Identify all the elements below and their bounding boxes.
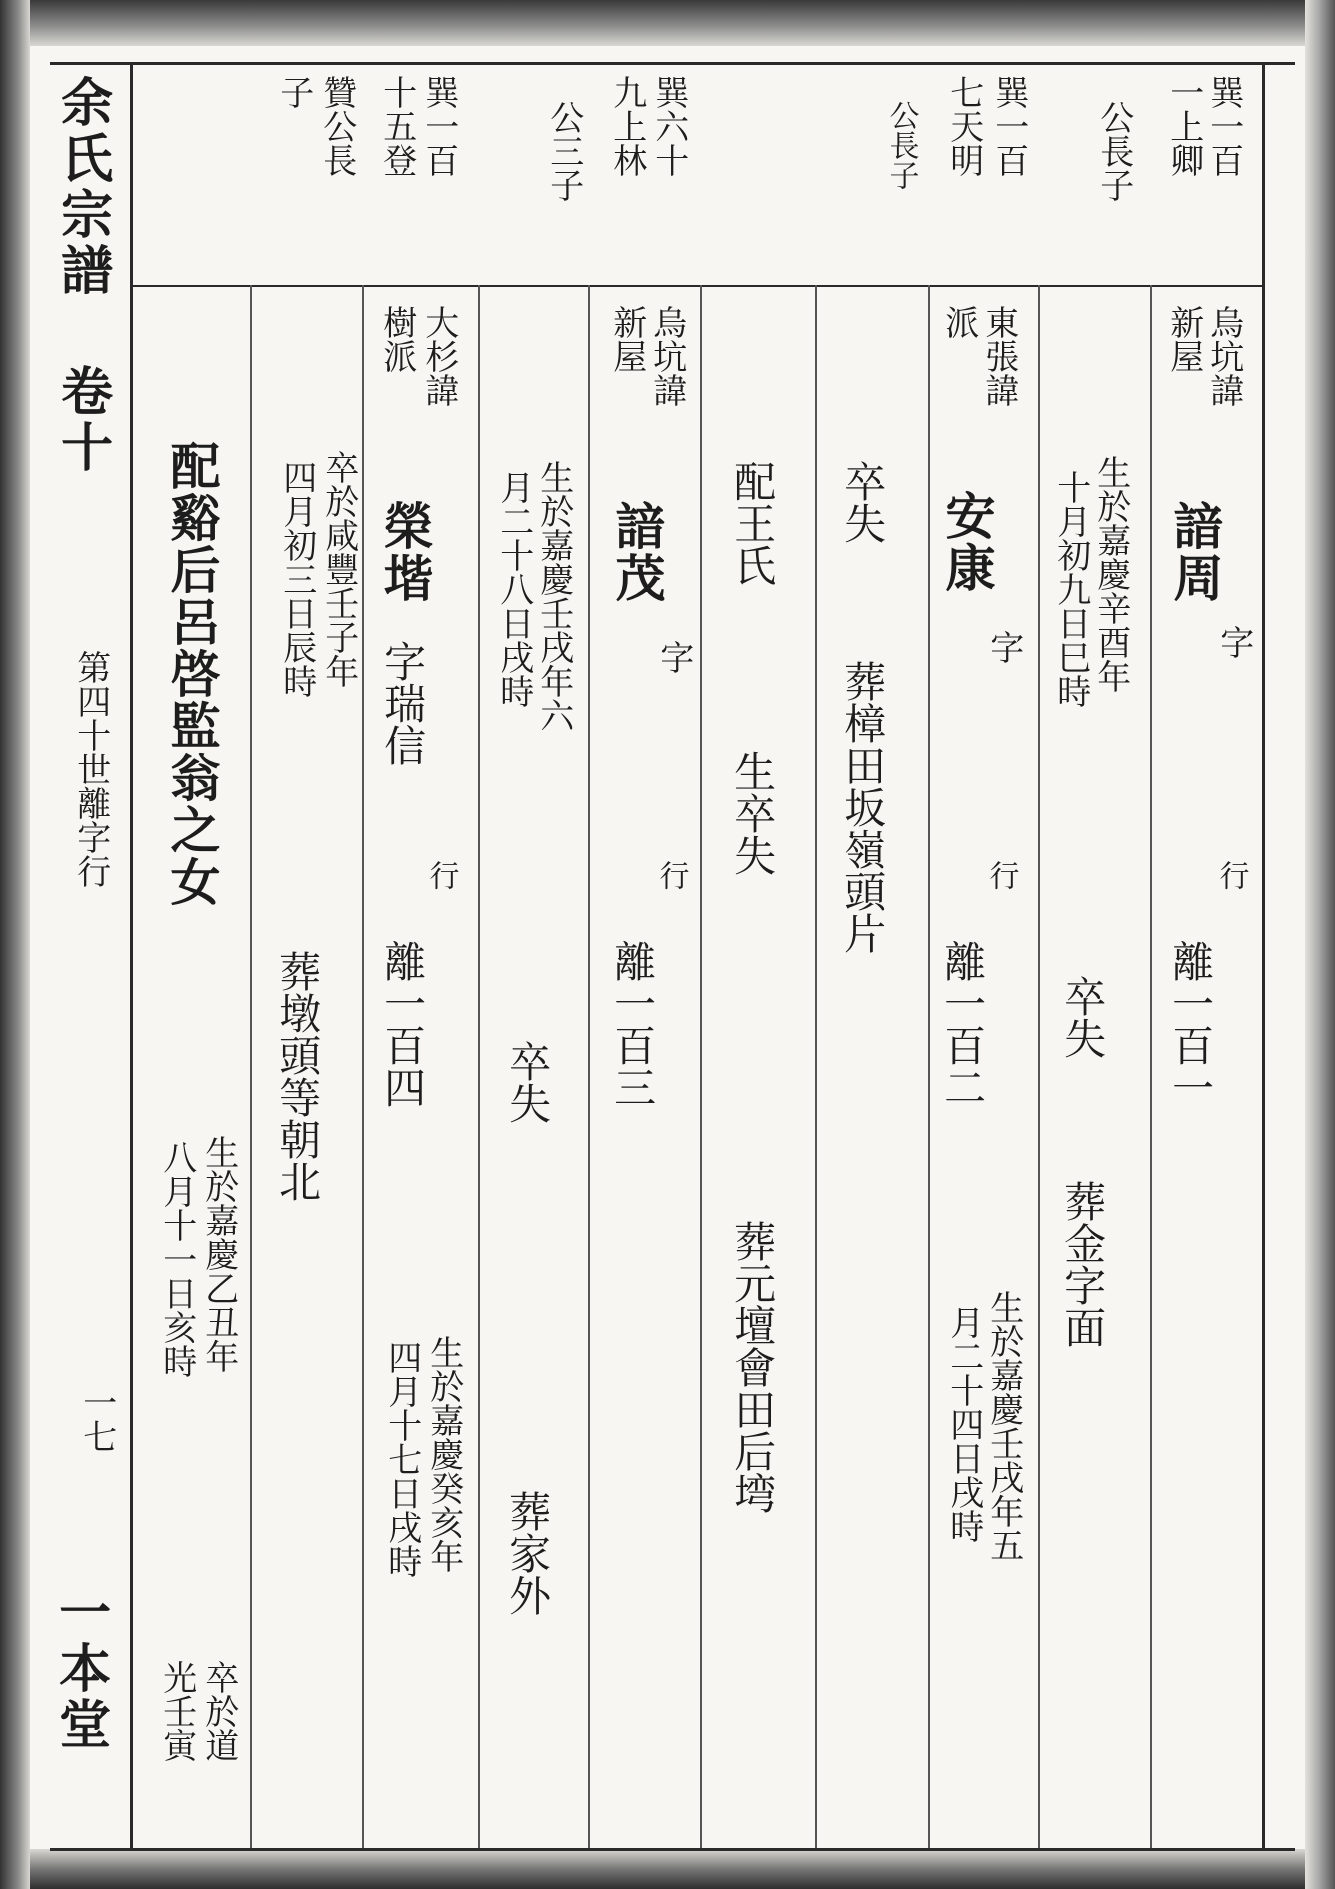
- branch-line1: 大杉諱: [418, 305, 459, 407]
- column-separator: [815, 285, 817, 1848]
- father-ref-line3: 公三子: [543, 100, 584, 202]
- frame-top-line: [50, 62, 1295, 65]
- courtesy-label: 字: [653, 640, 694, 674]
- column-separator: [928, 285, 930, 1848]
- branch-line2: 新屋: [1163, 305, 1204, 373]
- death-note: 卒失: [1058, 975, 1108, 1059]
- father-ref-line2: 七天明: [943, 75, 984, 177]
- birth-line1: 生於嘉慶壬戌年五: [983, 1290, 1024, 1562]
- father-ref-line4: 子: [273, 75, 314, 109]
- hall-mark: 一本堂: [49, 1585, 111, 1753]
- rank-label: 行: [983, 860, 1019, 890]
- branch-line2: 樹派: [376, 305, 417, 373]
- birth-line2: 十月初九日巳時: [1050, 470, 1091, 708]
- branch-line1: 烏坑諱: [1203, 305, 1244, 407]
- father-ref-line1: 巽一百: [988, 75, 1029, 177]
- book-title: 余氏宗譜 卷十: [51, 75, 113, 476]
- spouse-death-line1: 卒於道: [198, 1660, 239, 1762]
- rank-value: 離一百三: [608, 940, 658, 1108]
- branch-line1: 東張諱: [978, 305, 1019, 407]
- father-ref-line2: 九上林: [606, 75, 647, 177]
- column-separator: [1038, 285, 1040, 1848]
- person-name: 諳茂: [607, 500, 667, 604]
- scan-edge-right: [1305, 0, 1335, 1889]
- birth-line2: 月二十八日戌時: [493, 470, 534, 708]
- spouse-name: 配王氏: [728, 460, 778, 586]
- scan-edge-top: [0, 0, 1335, 46]
- spouse-birth-line1: 生於嘉慶乙丑年: [198, 1135, 239, 1373]
- rank-value: 離一百一: [1166, 940, 1216, 1108]
- father-ref-line1: 巽一百: [418, 75, 459, 177]
- column-separator: [700, 285, 702, 1848]
- father-ref-line3: 公長子: [1093, 100, 1134, 202]
- column-separator: [362, 285, 364, 1848]
- courtesy-label: 字: [1213, 625, 1254, 659]
- column-separator: [588, 285, 590, 1848]
- spouse-birth-line2: 八月十一日亥時: [156, 1140, 197, 1378]
- spouse-burial: 葬元壇會田后塆: [728, 1220, 778, 1514]
- rank-label: 行: [423, 860, 459, 890]
- branch-line2: 新屋: [606, 305, 647, 373]
- rank-label: 行: [653, 860, 689, 890]
- death-note: 卒失: [503, 1040, 553, 1124]
- death-line1: 卒於咸豐壬子年: [318, 450, 359, 688]
- spouse-life: 生卒失: [728, 750, 778, 876]
- father-ref-line2: 一上卿: [1163, 75, 1204, 177]
- person-name: 榮堦: [375, 500, 435, 604]
- burial-note: 葬家外: [503, 1490, 553, 1616]
- death-note: 卒失: [838, 460, 888, 544]
- spouse-name: 配谿后呂啓監翁之女: [162, 440, 222, 908]
- margin-divider-line: [130, 62, 133, 1848]
- rank-label: 行: [1213, 860, 1249, 890]
- burial-note: 葬金字面: [1058, 1180, 1108, 1348]
- courtesy-value: 字瑞信: [378, 640, 428, 766]
- branch-line2: 派: [938, 305, 979, 339]
- birth-line2: 月二十四日戌時: [943, 1305, 984, 1543]
- burial-note: 葬墩頭等朝北: [273, 950, 323, 1202]
- column-separator: [1150, 285, 1152, 1848]
- branch-line1: 烏坑諱: [646, 305, 687, 407]
- birth-line1: 生於嘉慶癸亥年: [423, 1335, 464, 1573]
- death-line2: 四月初三日辰時: [276, 460, 317, 698]
- father-ref-line1: 巽一百: [1203, 75, 1244, 177]
- scan-edge-bottom: [0, 1849, 1335, 1889]
- page-number: 一七: [76, 1385, 117, 1453]
- father-ref-line1: 巽六十: [648, 75, 689, 177]
- top-row-divider: [130, 285, 1262, 287]
- column-separator: [478, 285, 480, 1848]
- person-name: 諳周: [1165, 500, 1225, 604]
- spouse-death-line2: 光壬寅: [156, 1660, 197, 1762]
- frame-bottom-line: [50, 1848, 1295, 1851]
- generation-label: 第四十世離字行: [70, 650, 111, 888]
- birth-line1: 生於嘉慶辛酉年: [1090, 455, 1131, 693]
- person-name: 安康: [937, 490, 997, 594]
- rank-value: 離一百二: [938, 940, 988, 1108]
- rank-value: 離一百四: [378, 940, 428, 1108]
- birth-line2: 四月十七日戌時: [381, 1340, 422, 1578]
- father-ref-line3: 贊公長: [316, 75, 357, 177]
- father-ref-line2: 十五登: [376, 75, 417, 177]
- father-ref-line3: 公長子: [883, 100, 919, 190]
- burial-note: 葬樟田坂嶺頭片: [838, 660, 888, 954]
- column-separator: [250, 285, 252, 1848]
- frame-right-line: [1262, 62, 1265, 1848]
- courtesy-label: 字: [983, 630, 1024, 664]
- birth-line1: 生於嘉慶壬戌年六: [533, 460, 574, 732]
- scan-edge-left: [0, 0, 30, 1889]
